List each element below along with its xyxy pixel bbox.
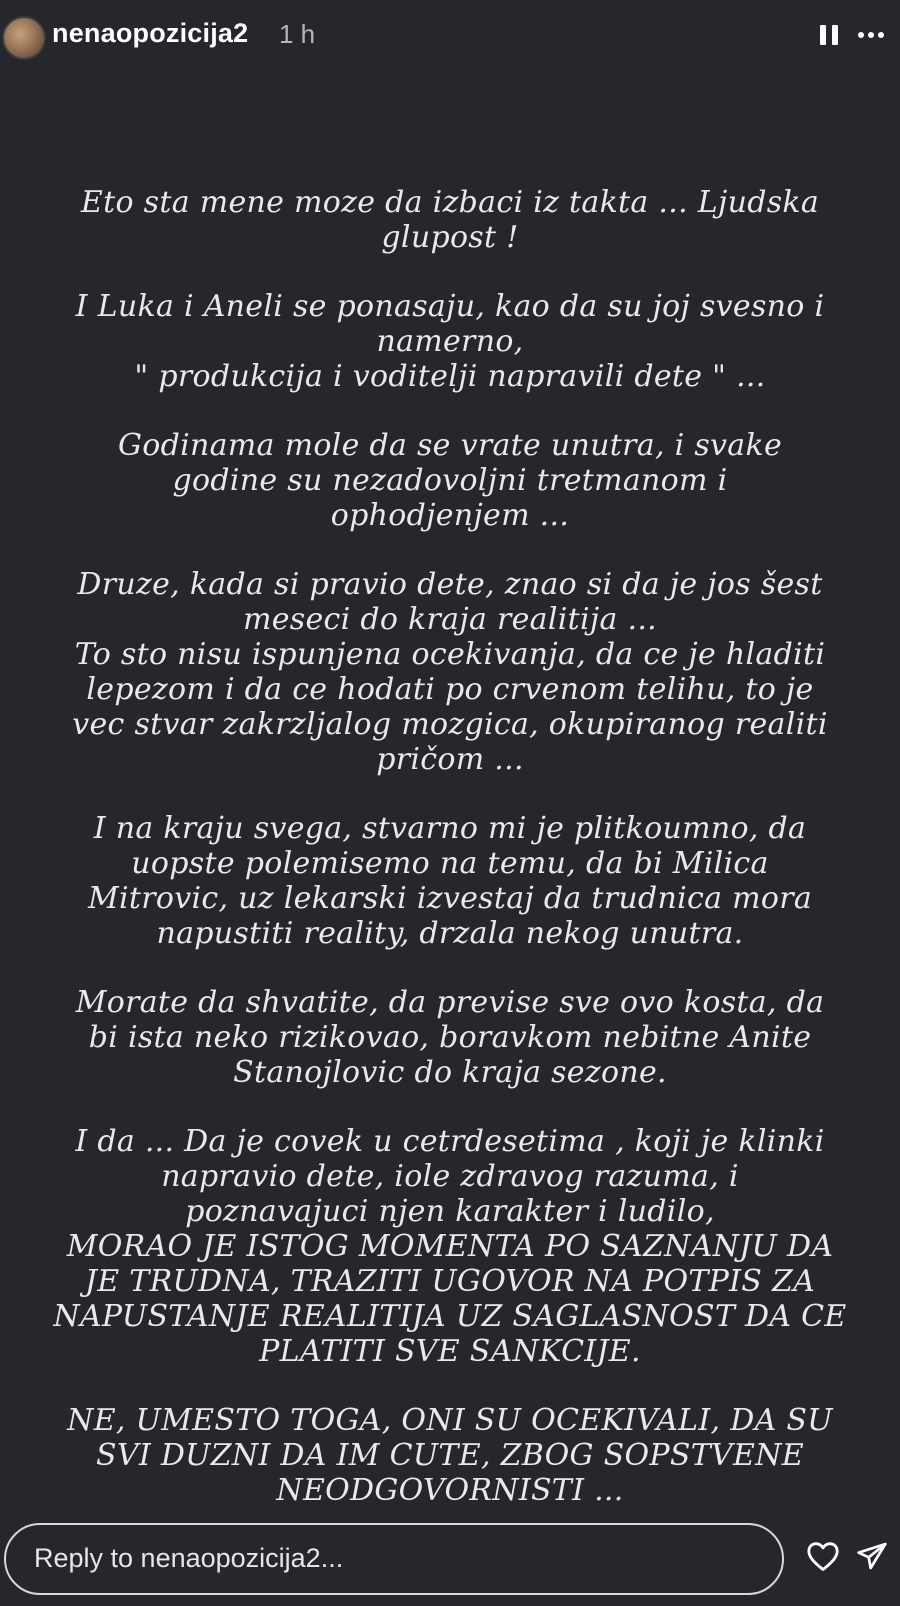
story-paragraph: NE, UMESTO TOGA, ONI SU OCEKIVALI, DA SU SVI DUZNI DA IM CUTE, ZBOG SOPSTVENE NEODGOVORNISTI ... [67, 1403, 833, 1508]
story-paragraph: I da ... Da je covek u cetrdesetima , koji je klinki napravio dete, iole zdravog razuma, i poznavajuci njen karakter i ludilo, MORAO JE ISTOG MOMENTA PO SAZNANJU DA JE TRUDNA, TRAZITI UGOVOR NA POTPIS ZA NAPUSTANJE REALITIJA UZ SAGLASNOST DA CE PLATITI SVE SANKCIJE. [53, 1124, 847, 1369]
post-time: 1 h [279, 19, 316, 49]
reply-placeholder: Reply to nenaopozicija2... [34, 1543, 344, 1573]
story-text [40, 185, 860, 1515]
story-header [0, 0, 900, 70]
story-paragraph: Morate da shvatite, da previse sve ovo kosta, da bi ista neko rizikovao, boravkom nebitne Anite Stanojlovic do kraja sezone. [75, 985, 825, 1090]
story-paragraph: Eto sta mene moze da izbaci iz takta ... Ljudska glupost ! [80, 185, 820, 255]
reply-input[interactable] [4, 1523, 784, 1595]
send-icon[interactable] [856, 1540, 888, 1572]
story-paragraph: Godinama mole da se vrate unutra, i svake godine su nezadovoljni tretmanom i ophodjenjem ... [117, 428, 783, 533]
username[interactable]: nenaopozicija2 [52, 18, 249, 48]
story-paragraph: Druze, kada si pravio dete, znao si da je jos šest meseci do kraja realitija ... To sto nisu ispunjena ocekivanja, da ce je hladiti lepezom i da ce hodati po crvenom telihu, to je vec stvar zakrzljalog mozgica, okupiranog realiti pričom ... [72, 567, 828, 777]
heart-icon[interactable] [806, 1540, 840, 1572]
story-paragraph: I Luka i Aneli se ponasaju, kao da su joj svesno i namerno, " produkcija i voditelji napravili dete " ... [75, 289, 825, 394]
story-paragraph: I na kraju svega, stvarno mi je plitkoumno, da uopste polemisemo na temu, da bi Milica Mitrovic, uz lekarski izvestaj da trudnica mora napustiti reality, drzala nekog unutra. [87, 811, 813, 951]
more-icon[interactable] [858, 22, 898, 48]
pause-icon[interactable] [820, 22, 838, 48]
avatar[interactable] [2, 16, 46, 60]
